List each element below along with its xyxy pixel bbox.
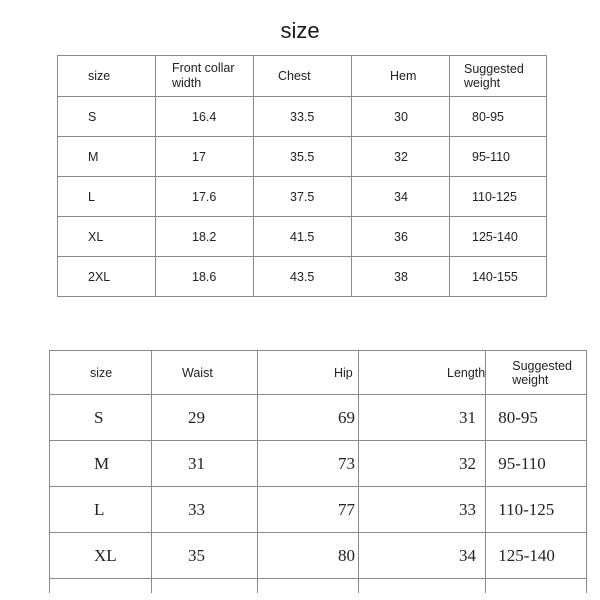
table-cell: 31 <box>152 441 258 487</box>
table-cell: S <box>58 97 156 137</box>
header-cell: size <box>58 56 156 97</box>
table-cell: 38 <box>352 257 450 297</box>
table-row <box>50 487 587 533</box>
table-cell: 43.5 <box>254 257 352 297</box>
table-cell: 125-140 <box>486 533 587 579</box>
table-cell: 36 <box>352 217 450 257</box>
table-cell: 30 <box>352 97 450 137</box>
table-cell: 18.2 <box>156 217 254 257</box>
table-cell: L <box>58 177 156 217</box>
header-cell: Waist <box>152 351 258 395</box>
table-row <box>50 533 587 579</box>
table-row <box>58 217 547 257</box>
header-cell: size <box>50 351 152 395</box>
top-size-table <box>57 55 547 297</box>
table-cell: 32 <box>352 137 450 177</box>
header-cell: Suggested weight <box>450 56 547 97</box>
table-cell: L <box>50 487 152 533</box>
table-cell: 95-110 <box>450 137 547 177</box>
table-cell: 110-125 <box>486 487 587 533</box>
table-cell: 16.4 <box>156 97 254 137</box>
table-cell: 31 <box>359 395 486 441</box>
table-cell: 17.6 <box>156 177 254 217</box>
table-row <box>58 177 547 217</box>
table-cell: 37.5 <box>254 177 352 217</box>
header-cell: Chest <box>254 56 352 97</box>
table-row-cut-off <box>50 579 587 594</box>
table-cell: 73 <box>258 441 359 487</box>
table-cell: 80 <box>258 533 359 579</box>
table-cell: 17 <box>156 137 254 177</box>
header-cell: Hem <box>352 56 450 97</box>
table-header-row <box>58 56 547 97</box>
table-header-row <box>50 351 587 395</box>
bottom-size-table <box>49 350 587 593</box>
table-cell: 140-155 <box>450 257 547 297</box>
table-row <box>58 257 547 297</box>
header-cell: Length <box>359 351 486 395</box>
table-cell: 33.5 <box>254 97 352 137</box>
header-cell: Suggested weight <box>486 351 587 395</box>
table-row <box>50 441 587 487</box>
table-cell: 95-110 <box>486 441 587 487</box>
table-cell: 35.5 <box>254 137 352 177</box>
table-cell: 80-95 <box>450 97 547 137</box>
table-row <box>58 137 547 177</box>
table-cell: 29 <box>152 395 258 441</box>
table-cell: S <box>50 395 152 441</box>
table-cell: XL <box>50 533 152 579</box>
table-cell <box>50 579 152 594</box>
page-title: size <box>280 18 320 43</box>
table-cell: 110-125 <box>450 177 547 217</box>
table-cell <box>359 579 486 594</box>
table-cell <box>258 579 359 594</box>
table-cell: M <box>58 137 156 177</box>
table-cell: 80-95 <box>486 395 587 441</box>
table-cell: 2XL <box>58 257 156 297</box>
table-cell: M <box>50 441 152 487</box>
table-cell: 33 <box>359 487 486 533</box>
table-cell: 33 <box>152 487 258 533</box>
table-cell: 125-140 <box>450 217 547 257</box>
table-cell: 34 <box>359 533 486 579</box>
table-cell: 32 <box>359 441 486 487</box>
header-cell: Hip <box>258 351 359 395</box>
table-cell: 77 <box>258 487 359 533</box>
table-cell: 18.6 <box>156 257 254 297</box>
table-cell: 35 <box>152 533 258 579</box>
header-cell: Front collar width <box>156 56 254 97</box>
table-row <box>50 395 587 441</box>
table-row <box>58 97 547 137</box>
table-cell <box>486 579 587 594</box>
table-cell <box>152 579 258 594</box>
table-cell: 41.5 <box>254 217 352 257</box>
table-cell: 34 <box>352 177 450 217</box>
table-cell: 69 <box>258 395 359 441</box>
table-cell: XL <box>58 217 156 257</box>
